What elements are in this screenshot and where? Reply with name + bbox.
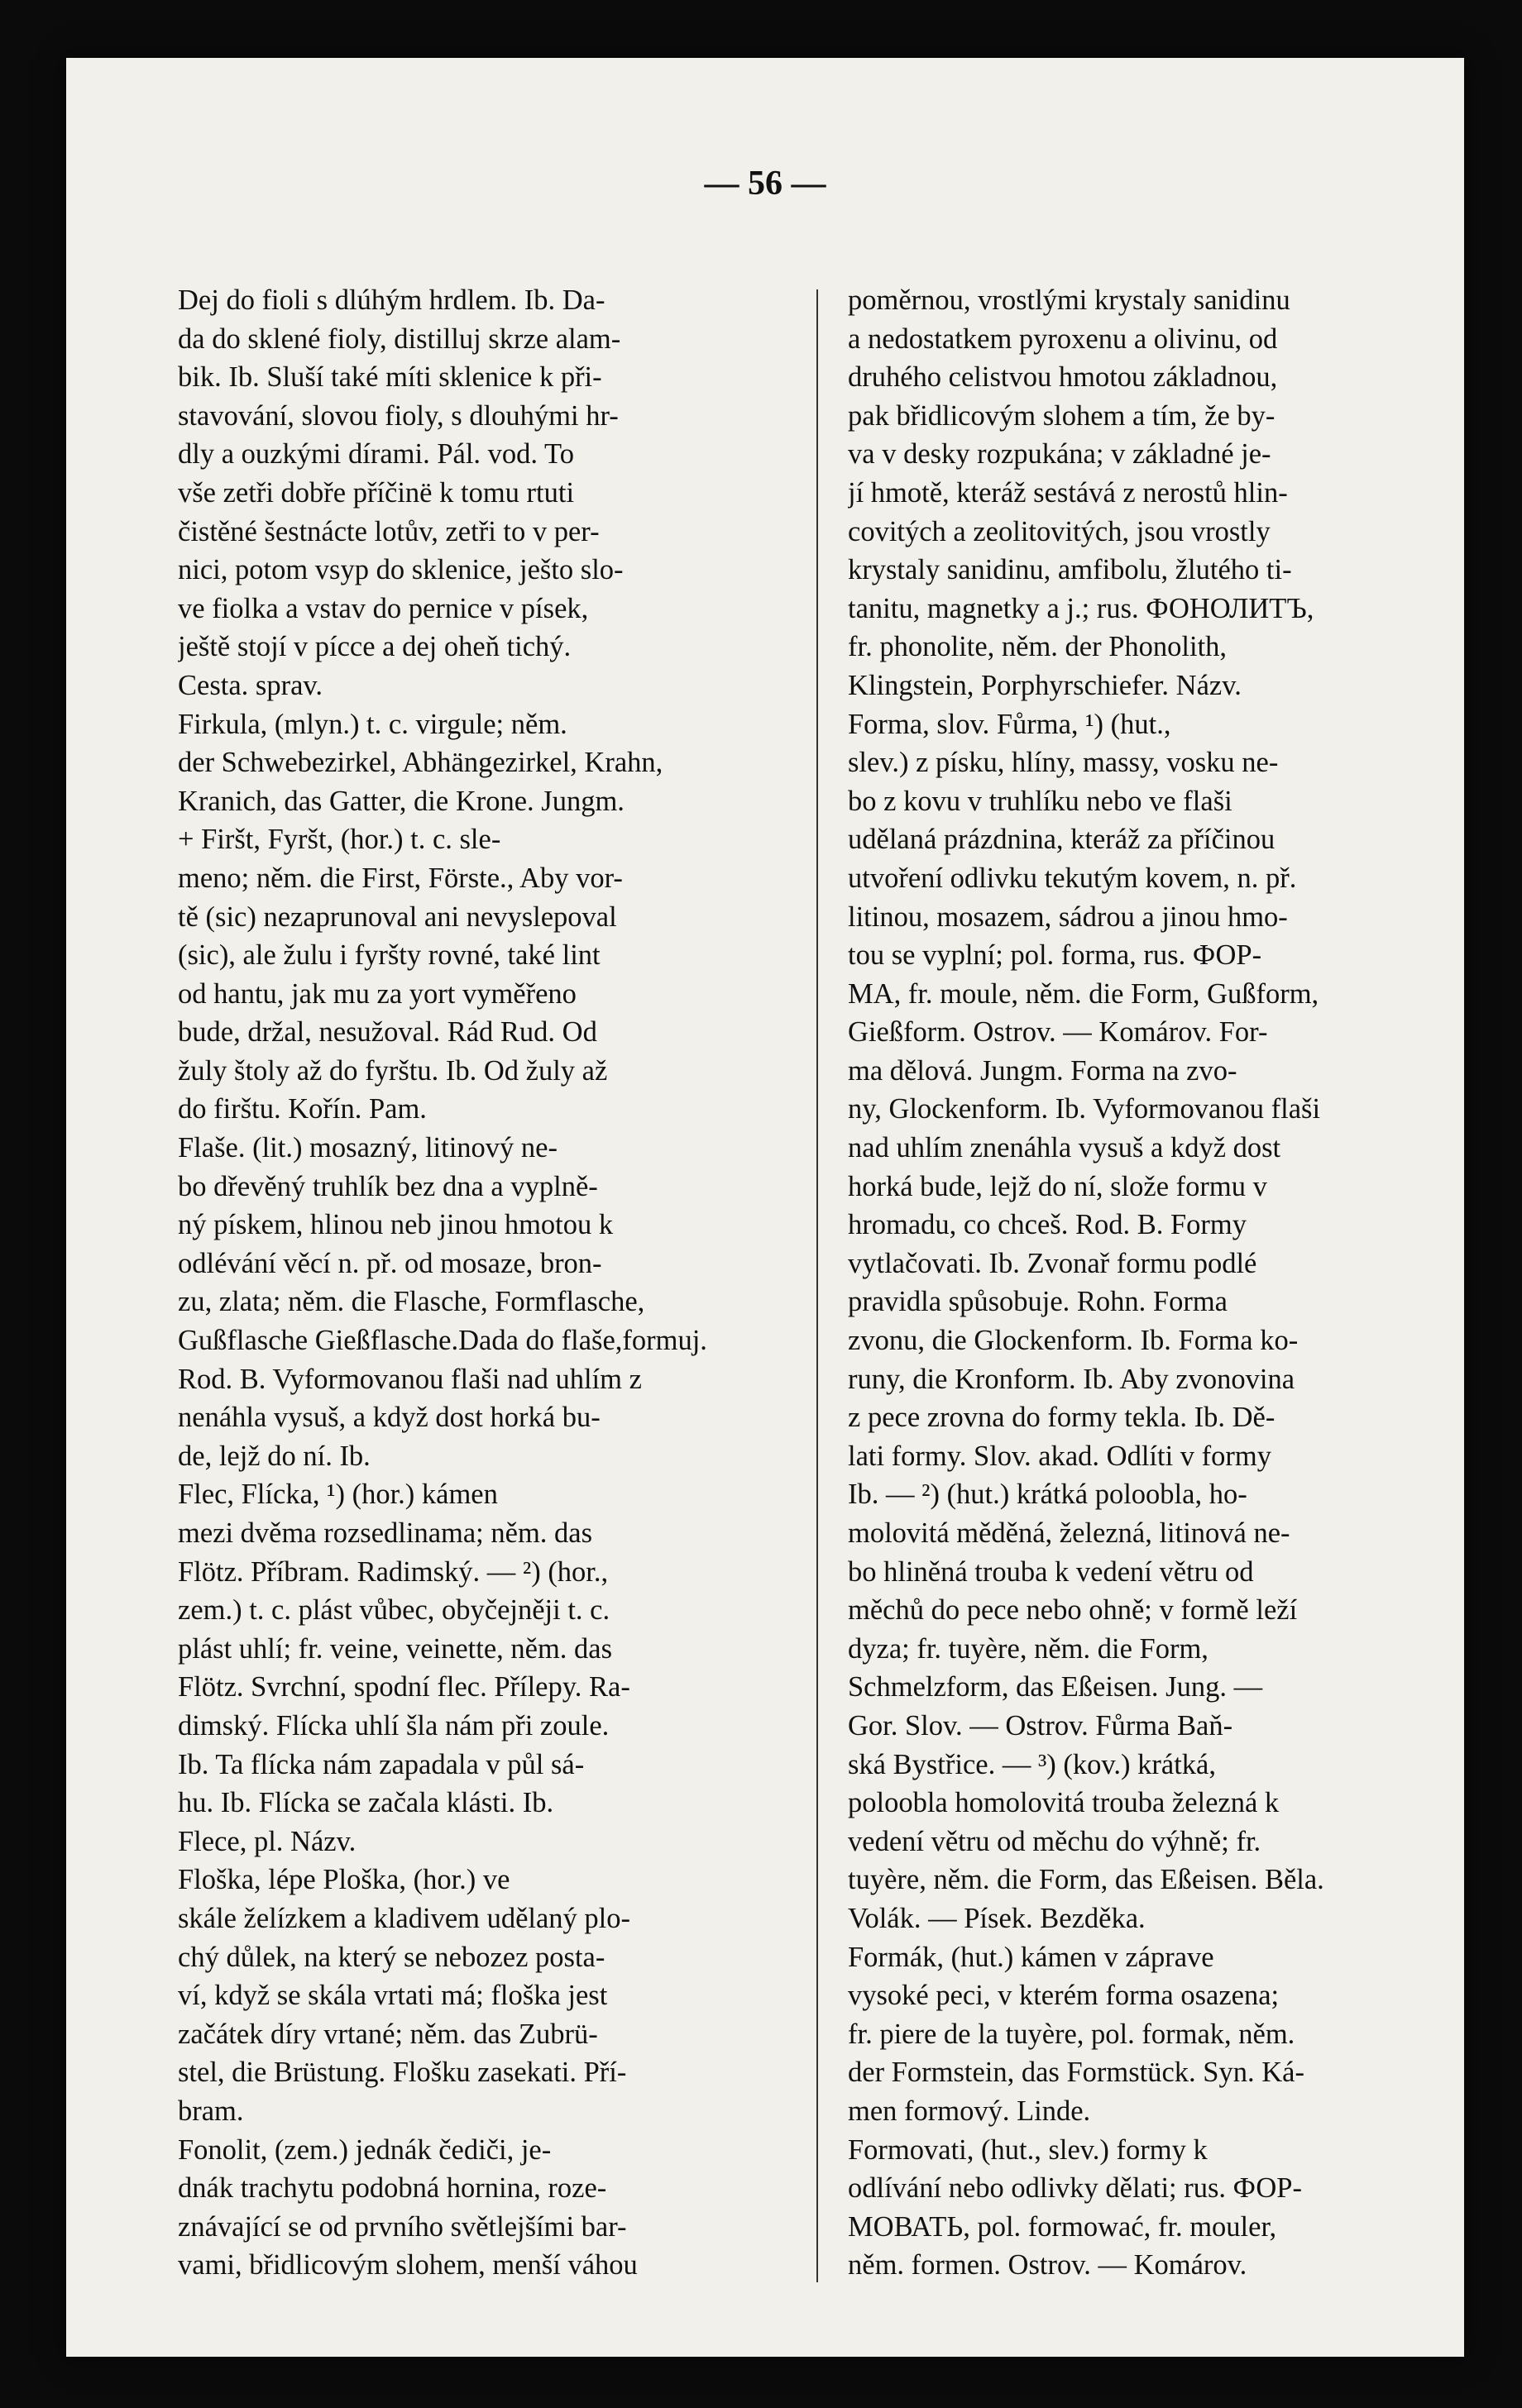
text-line: tě (sic) nezaprunoval ani nevyslepoval — [178, 901, 617, 933]
text-line: vysoké peci, v kterém forma osazena; — [848, 1980, 1280, 2012]
text-line: plást uhlí; fr. veine, veinette, něm. das — [178, 1632, 613, 1665]
text-line: Formovati, (hut., slev.) formy k — [848, 2133, 1208, 2166]
text-line: Flötz. Příbram. Radimský. — ²) (hor., — [178, 1555, 609, 1588]
text-line: něm. formen. Ostrov. — Komárov. — [848, 2249, 1247, 2281]
text-line: hromadu, co chceš. Rod. B. Formy — [848, 1209, 1247, 1241]
text-line: zu, zlata; něm. die Flasche, Formflasche, — [178, 1286, 645, 1318]
text-line: bo hliněná trouba k vedení větru od — [848, 1555, 1254, 1588]
text-line: nenáhla vysuš, a když dost horká bu- — [178, 1402, 601, 1434]
text-line: МОВАТЬ, pol. formować, fr. mouler, — [848, 2210, 1277, 2243]
text-line: Floška, lépe Ploška, (hor.) ve — [178, 1864, 510, 1896]
text-line: Gußflasche Gießflasche.Dada do flaše,formuj. — [178, 1325, 707, 1357]
text-line: vami, břidlicovým slohem, menší váhou — [178, 2249, 638, 2281]
text-line: z pece zrovna do formy tekla. Ib. Dě- — [848, 1402, 1276, 1434]
text-line: nici, potom vsyp do sklenice, ješto slo- — [178, 554, 624, 586]
text-line: pravidla spůsobuje. Rohn. Forma — [848, 1286, 1228, 1318]
text-line: ma dělová. Jungm. Forma na zvo- — [848, 1054, 1237, 1087]
text-line: va v desky rozpukána; v základné je- — [848, 438, 1271, 471]
text-line: bram. — [178, 2095, 244, 2127]
text-line: a nedostatkem pyroxenu a olivinu, od — [848, 322, 1278, 355]
text-line: čistěné šestnácte lotův, zetři to v per- — [178, 515, 600, 547]
text-line: zvonu, die Glockenform. Ib. Forma ko- — [848, 1325, 1299, 1357]
two-column-body — [178, 281, 1456, 2282]
document-page — [66, 58, 1464, 2357]
text-line: stavování, slovou fioly, s dlouhými hr- — [178, 399, 619, 432]
text-line: krystaly sanidinu, amfibolu, žlutého ti- — [848, 554, 1292, 586]
text-line: vytlačovati. Ib. Zvonař formu podlé — [848, 1247, 1257, 1279]
text-line: ská Bystřice. — ³) (kov.) krátká, — [848, 1748, 1216, 1780]
text-line: ve fiolka a vstav do pernice v písek, — [178, 592, 589, 624]
text-line: da do sklené fioly, distilluj skrze alam- — [178, 322, 621, 355]
text-line: Dej do fioli s dlúhým hrdlem. Ib. Da- — [178, 284, 605, 316]
text-line: fr. phonolite, něm. der Phonolith, — [848, 631, 1228, 663]
text-line: druhého celistvou hmotou základnou, — [848, 361, 1278, 394]
text-line: Forma, slov. Fůrma, ¹) (hut., — [848, 708, 1171, 740]
text-line: jí hmotě, kteráž sestává z nerostů hlin- — [848, 476, 1288, 509]
text-line: dnák trachytu podobná hornina, roze- — [178, 2172, 607, 2205]
text-line: MA, fr. moule, něm. die Form, Gußform, — [848, 977, 1319, 1010]
text-line: Ib. — ²) (hut.) krátká poloobla, ho- — [848, 1479, 1247, 1511]
text-line: znávající se od prvního světlejšími bar- — [178, 2210, 627, 2243]
text-line: Flec, Flícka, ¹) (hor.) kámen — [178, 1479, 498, 1511]
text-line: runy, die Kronform. Ib. Aby zvonovina — [848, 1363, 1295, 1395]
text-line: měchů do pece nebo ohně; v formě leží — [848, 1594, 1298, 1627]
text-line: vše zetři dobře příčinë k tomu rtuti — [178, 476, 575, 509]
text-line: ny, Glockenform. Ib. Vyformovanou flaši — [848, 1093, 1321, 1125]
text-line: fr. piere de la tuyère, pol. formak, něm. — [848, 2018, 1295, 2050]
text-line: pak břidlicovým slohem a tím, že by- — [848, 399, 1276, 432]
text-line: Cesta. sprav. — [178, 669, 323, 701]
text-line: Klingstein, Porphyrschiefer. Názv. — [848, 669, 1242, 701]
text-line: poměrnou, vrostlými krystaly sanidinu — [848, 284, 1290, 316]
text-line: bude, držal, nesužoval. Rád Rud. Od — [178, 1016, 597, 1049]
text-line: meno; něm. die First, Förste., Aby vor- — [178, 862, 623, 894]
text-line: Flaše. (lit.) mosazný, litinový ne- — [178, 1132, 558, 1164]
text-line: de, lejž do ní. Ib. — [178, 1440, 371, 1472]
column-divider — [816, 289, 818, 2282]
text-line: tuyère, něm. die Form, das Eßeisen. Běla. — [848, 1864, 1324, 1896]
text-line: ný pískem, hlinou neb jinou hmotou k — [178, 1209, 614, 1241]
text-line: nad uhlím znenáhla vysuš a když dost — [848, 1132, 1281, 1164]
text-line: bo z kovu v truhlíku nebo ve flaši — [848, 785, 1232, 817]
right-column — [848, 281, 1456, 2282]
text-line: der Schwebezirkel, Abhängezirkel, Krahn, — [178, 747, 663, 779]
text-line: tou se vyplní; pol. forma, rus. ФОР- — [848, 939, 1262, 972]
text-line: Volák. — Písek. Bezděka. — [848, 1902, 1146, 1934]
text-line: Ib. Ta flícka nám zapadala v půl sá- — [178, 1748, 585, 1780]
text-line: dyza; fr. tuyère, něm. die Form, — [848, 1632, 1209, 1665]
text-line: Fonolit, (zem.) jednák čediči, je- — [178, 2133, 552, 2166]
text-line: poloobla homolovitá trouba železná k — [848, 1787, 1280, 1819]
text-line: od hantu, jak mu za yort vyměřeno — [178, 977, 577, 1010]
text-line: tanitu, magnetky a j.; rus. ФОНОЛИТЪ, — [848, 592, 1314, 624]
text-line: Schmelzform, das Eßeisen. Jung. — — [848, 1671, 1263, 1703]
text-line: der Formstein, das Formstück. Syn. Ká- — [848, 2057, 1304, 2089]
text-line: Kranich, das Gatter, die Krone. Jungm. — [178, 785, 625, 817]
text-line: Rod. B. Vyformovanou flaši nad uhlím z — [178, 1363, 642, 1395]
text-line: (sic), ale žulu i fyršty rovné, také lint — [178, 939, 601, 972]
text-line: do firštu. Kořín. Pam. — [178, 1093, 427, 1125]
left-column — [178, 281, 786, 2282]
text-line: Flece, pl. Názv. — [178, 1825, 357, 1857]
text-line: slev.) z písku, hlíny, massy, vosku ne- — [848, 747, 1279, 779]
text-line: + Firšt, Fyršt, (hor.) t. c. sle- — [178, 824, 501, 856]
text-line: Gor. Slov. — Ostrov. Fůrma Baň- — [848, 1709, 1233, 1742]
text-line: začátek díry vrtané; něm. das Zubrü- — [178, 2018, 598, 2050]
text-line: covitých a zeolitovitých, jsou vrostly — [848, 515, 1271, 547]
text-line: litinou, mosazem, sádrou a jinou hmo- — [848, 901, 1288, 933]
text-line: Flötz. Svrchní, spodní flec. Přílepy. Ra- — [178, 1671, 630, 1703]
text-line: bo dřevěný truhlík bez dna a vyplně- — [178, 1170, 598, 1202]
text-line: ještě stojí v pícce a dej oheň tichý. — [178, 631, 572, 663]
text-line: men formový. Linde. — [848, 2095, 1091, 2127]
text-line: dimský. Flícka uhlí šla nám při zoule. — [178, 1709, 610, 1742]
text-line: dly a ouzkými dírami. Pál. vod. To — [178, 438, 574, 471]
text-line: Formák, (hut.) kámen v záprave — [848, 1941, 1214, 1973]
text-line: udělaná prázdnina, kteráž za příčinou — [848, 824, 1276, 856]
text-line: utvoření odlivku tekutým kovem, n. př. — [848, 862, 1297, 894]
text-line: horká bude, lejž do ní, slože formu v — [848, 1170, 1267, 1202]
text-line: bik. Ib. Sluší také míti sklenice k při- — [178, 361, 602, 394]
text-line: lati formy. Slov. akad. Odlíti v formy — [848, 1440, 1271, 1472]
text-line: žuly štoly až do fyrštu. Ib. Od žuly až — [178, 1054, 608, 1087]
text-line: skále želízkem a kladivem udělaný plo- — [178, 1902, 630, 1934]
page-number: — 56 — — [704, 165, 826, 203]
text-line: zem.) t. c. plást vůbec, obyčejněji t. c. — [178, 1594, 610, 1627]
text-line: odlévání věcí n. př. od mosaze, bron- — [178, 1247, 602, 1279]
text-line: vedení větru od měchu do výhně; fr. — [848, 1825, 1261, 1857]
text-line: stel, die Brüstung. Flošku zasekati. Pří- — [178, 2057, 627, 2089]
text-line: mezi dvěma rozsedlinama; něm. das — [178, 1517, 593, 1549]
text-line: hu. Ib. Flícka se začala klásti. Ib. — [178, 1787, 554, 1819]
text-line: ví, když se skála vrtati má; floška jest — [178, 1980, 608, 2012]
text-line: molovitá měděná, železná, litinová ne- — [848, 1517, 1290, 1549]
text-line: chý důlek, na který se nebozez posta- — [178, 1941, 605, 1973]
text-line: odlívání nebo odlivky dělati; rus. ФОР- — [848, 2172, 1302, 2205]
text-line: Gießform. Ostrov. — Komárov. For- — [848, 1016, 1268, 1049]
text-line: Firkula, (mlyn.) t. c. virgule; něm. — [178, 708, 567, 740]
